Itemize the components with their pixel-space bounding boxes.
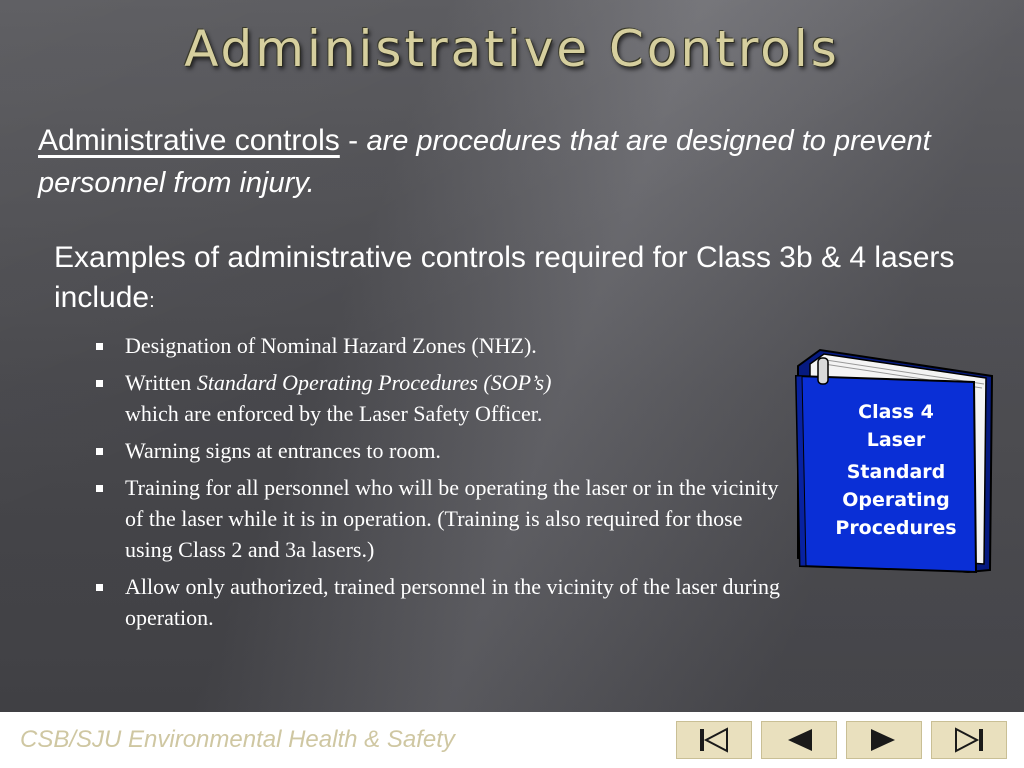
first-page-button[interactable] (676, 721, 752, 759)
next-page-button[interactable] (846, 721, 922, 759)
definition-description: are procedures that are designed to prevent personnel from injury. (38, 125, 931, 199)
previous-page-button[interactable] (761, 721, 837, 759)
definition-separator: - (339, 124, 367, 157)
first-page-icon (697, 727, 731, 753)
list-item-prefix: Written (125, 370, 197, 395)
controls-list (92, 330, 782, 639)
bullet-square-icon (96, 380, 103, 387)
list-item-suffix: which are enforced by the Laser Safety Officer. (125, 401, 543, 426)
list-item (92, 472, 782, 565)
footer-credit: CSB/SJU Environmental Health & Safety (20, 726, 455, 753)
bullet-square-icon (96, 485, 103, 492)
binder-line-1: Class 4 (858, 401, 934, 423)
list-item (92, 367, 782, 429)
slide-title: Administrative Controls (184, 20, 840, 78)
list-item-text: Training for all personnel who will be operating the laser or in the vicinity of the laser while it is in operation. (Training is also required for those using Class 2 and 3a lasers.) (125, 475, 779, 562)
list-item-text: Designation of Nominal Hazard Zones (NHZ). (125, 333, 537, 358)
bullet-square-icon (96, 343, 103, 350)
binder-line-4: Operating (842, 489, 950, 511)
binder-line-2: Laser (866, 429, 926, 451)
sop-binder-image (790, 348, 995, 578)
binder-ring-icon (818, 358, 828, 384)
examples-colon: : (149, 290, 155, 312)
list-item-italic: Standard Operating Procedures (SOP’s) (196, 370, 552, 395)
bullet-square-icon (96, 584, 103, 591)
previous-page-icon (782, 727, 816, 753)
binder-line-5: Procedures (835, 517, 957, 539)
bullet-square-icon (96, 448, 103, 455)
definition-term: Administrative controls (38, 124, 340, 157)
list-item-text: Warning signs at entrances to room. (125, 438, 441, 463)
binder-line-3: Standard (846, 461, 946, 483)
last-page-button[interactable] (931, 721, 1007, 759)
list-item-text: Allow only authorized, trained personnel in the vicinity of the laser during operation. (125, 574, 780, 630)
examples-intro-text: Examples of administrative controls required for Class 3b & 4 lasers include (54, 241, 955, 314)
list-item (92, 435, 782, 466)
list-item (92, 330, 782, 361)
list-item (92, 571, 782, 633)
last-page-icon (952, 727, 986, 753)
definition-paragraph (38, 120, 998, 204)
next-page-icon (867, 727, 901, 753)
examples-intro (54, 238, 974, 321)
